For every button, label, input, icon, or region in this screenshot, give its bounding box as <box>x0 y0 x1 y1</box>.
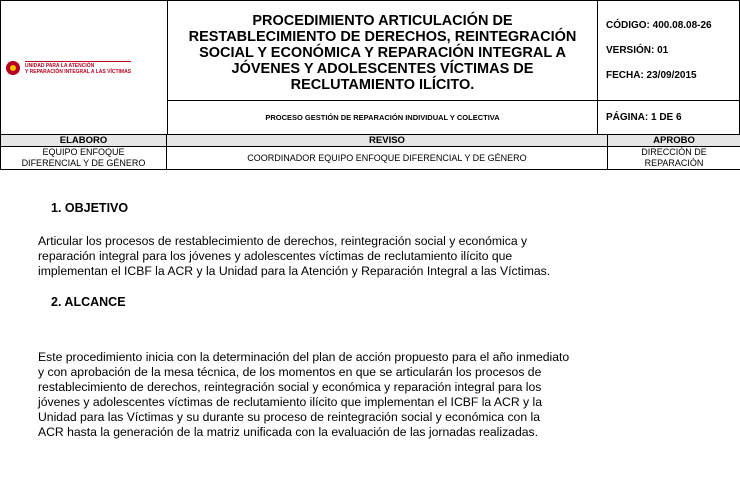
fecha: FECHA: 23/09/2015 <box>606 70 697 81</box>
reviso-value: COORDINADOR EQUIPO ENFOQUE DIFERENCIAL Y DE GÉNERO <box>167 147 608 170</box>
document-header <box>0 0 740 135</box>
logo-text-line: Y REPARACIÓN INTEGRAL A LAS VÍCTIMAS <box>25 68 132 75</box>
unidad-victimas-logo <box>1 61 167 75</box>
section-heading-objetivo: 1. OBJETIVO <box>51 201 129 215</box>
aprobo-value: DIRECCIÓN DE REPARACIÓN <box>608 147 740 170</box>
aprobo-header: APROBO <box>608 135 740 147</box>
process-name: PROCESO GESTIÓN DE REPARACIÓN INDIVIDUAL Y COLECTIVA <box>168 101 598 135</box>
elaboro-header: ELABORO <box>1 135 167 147</box>
logo-text-line: UNIDAD PARA LA ATENCIÓN <box>25 62 95 69</box>
objetivo-paragraph: Articular los procesos de restablecimiento de derechos, reintegración social y económica y reparación integral para los jóvenes y adolescentes víctimas de reclutamiento ilícito que implementan el ICBF la ACR y la Unidad para la Atención y Reparación Integral a las Víctimas. <box>38 234 551 278</box>
pagina: PÁGINA: 1 DE 6 <box>598 101 740 135</box>
logo-cell <box>1 1 168 135</box>
section-heading-alcance: 2. ALCANCE <box>51 295 126 309</box>
title-cell <box>168 1 598 101</box>
version: VERSIÓN: 01 <box>606 45 669 56</box>
logo-emblem-icon <box>6 61 20 75</box>
meta-cell <box>598 1 740 101</box>
document-title: PROCEDIMIENTO ARTICULACIÓN DE RESTABLECIMIENTO DE DERECHOS, REINTEGRACIÓN SOCIAL Y ECONÓMICA Y REPARACIÓN INTEGRAL A JÓVENES Y ADOLESCENTES VÍCTIMAS DE RECLUTAMIENTO ILÍCITO. <box>188 12 577 93</box>
reviso-header: REVISO <box>167 135 608 147</box>
signature-table <box>0 134 740 170</box>
codigo: CÓDIGO: 400.08.08-26 <box>606 20 712 31</box>
alcance-paragraph: Este procedimiento inicia con la determinación del plan de acción propuesto para el año inmediato y con aprobación de la mesa técnica, de los momentos en que se articularán los procesos de restablecimiento de derechos, reintegración social y económica y reparación integral para los jóvenes y adolescentes víctimas de reclutamiento ilícito que implementan el ICBF la ACR y la Unidad para las Víctimas y su durante su proceso de reintegración social y económica con la ACR hasta la generación de la matriz unificada con la evaluación de las jornadas realizadas. <box>38 350 570 439</box>
elaboro-value: EQUIPO ENFOQUE DIFERENCIAL Y DE GÉNERO <box>1 147 167 170</box>
